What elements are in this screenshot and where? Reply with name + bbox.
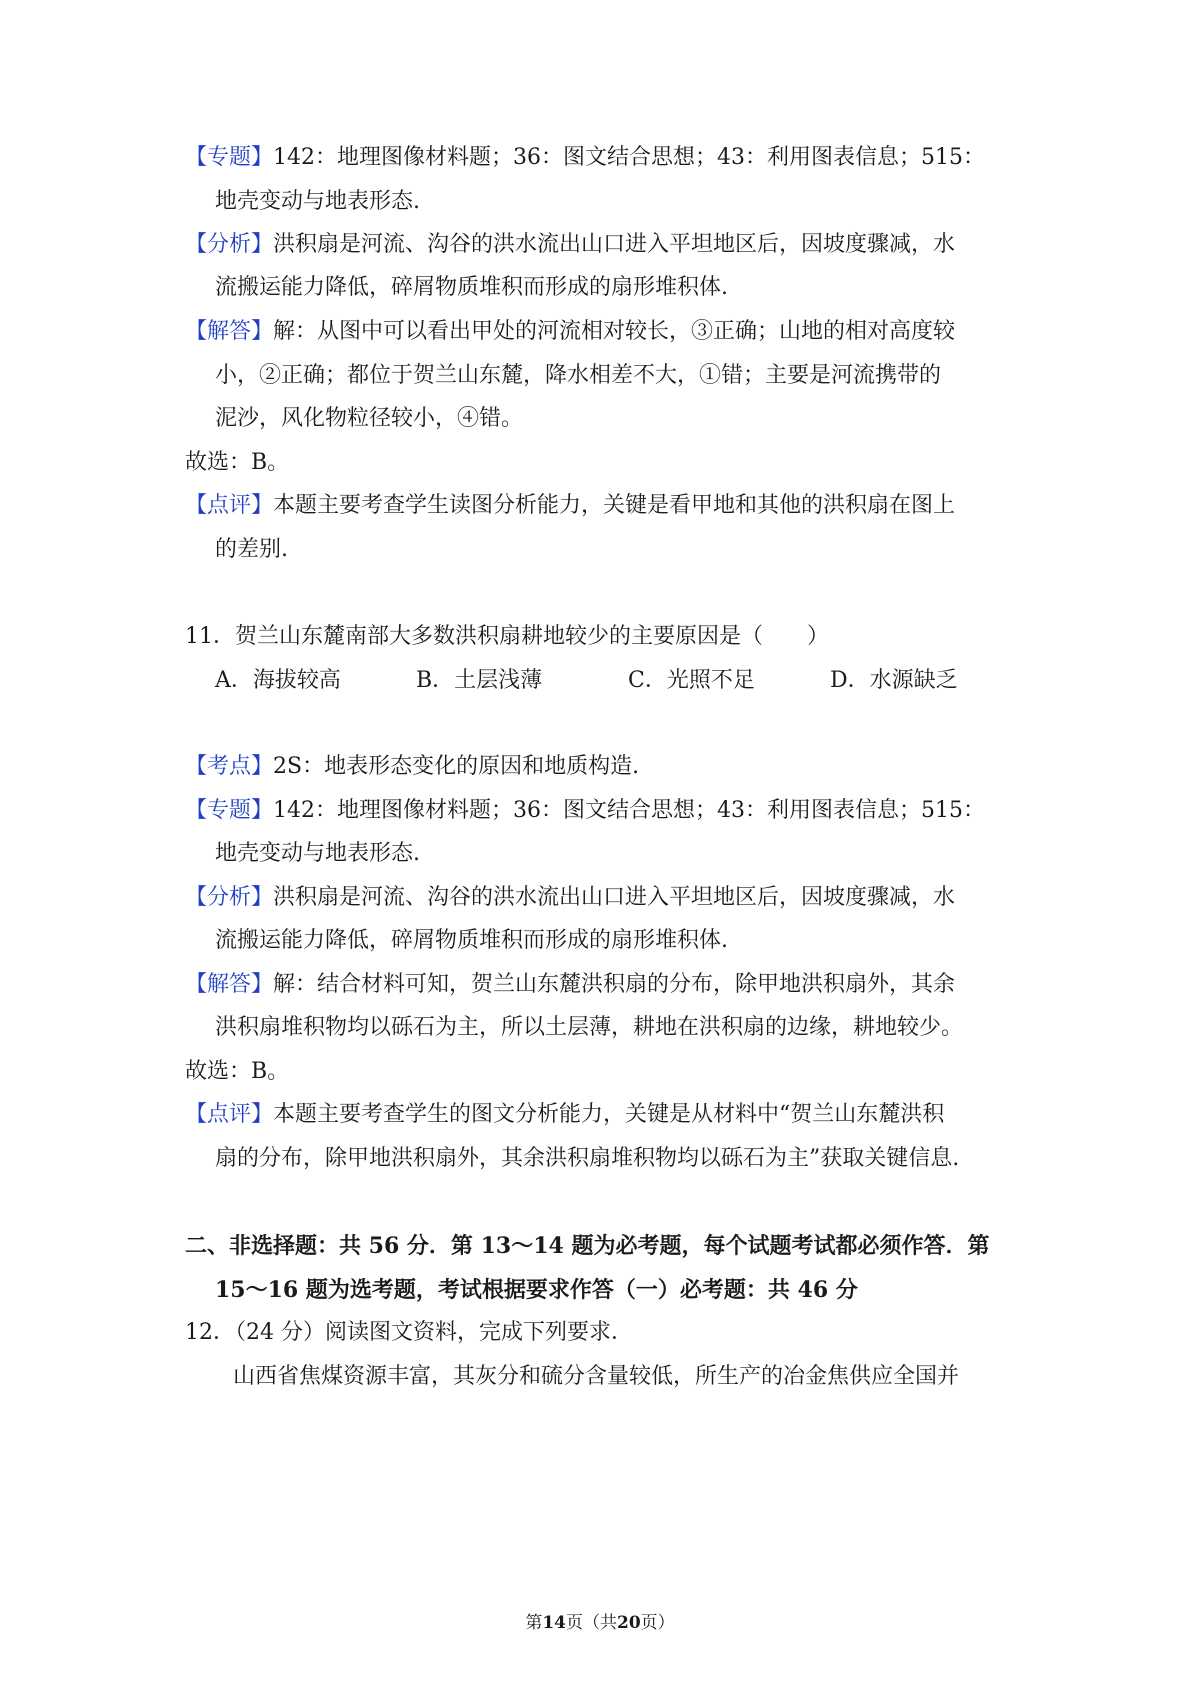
kaodian-line xyxy=(185,752,1030,782)
fenxi2-line-2: 流搬运能力降低，碎屑物质堆积而形成的扇形堆积体. xyxy=(215,928,728,953)
dianping2-tag: 【点评】 xyxy=(185,1102,274,1127)
kaodian-text: 2S：地表形态变化的原因和地质构造. xyxy=(273,754,640,779)
jieda-line-1 xyxy=(185,317,1030,347)
jieda-line-3: 泥沙，风化物粒径较小，④错。 xyxy=(215,406,524,431)
jieda-tag: 【解答】 xyxy=(185,319,274,344)
footer-prefix: 第 xyxy=(525,1613,543,1633)
zhuanti-line-2: 地壳变动与地表形态. xyxy=(215,189,420,214)
guxuan2-line: 故选：B。 xyxy=(185,1059,290,1084)
jieda2-tag: 【解答】 xyxy=(185,972,274,997)
jieda-line-2: 小，②正确；都位于贺兰山东麓，降水相差不大，①错；主要是河流携带的 xyxy=(215,363,942,388)
kaodian-tag: 【考点】 xyxy=(185,754,274,779)
page-footer xyxy=(0,1608,1200,1633)
fenxi-line-2: 流搬运能力降低，碎屑物质堆积而形成的扇形堆积体. xyxy=(215,275,728,300)
zhuanti-text: 142：地理图像材料题；36：图文结合思想；43：利用图表信息；515： xyxy=(273,145,985,170)
question-12-stem: 12．（24 分）阅读图文资料，完成下列要求． xyxy=(185,1320,633,1345)
zhuanti2-line-1 xyxy=(185,796,1030,826)
footer-total-pages: 20 xyxy=(617,1613,641,1633)
fenxi-tag: 【分析】 xyxy=(185,232,274,257)
dianping-text: 本题主要考查学生读图分析能力，关键是看甲地和其他的洪积扇在图上 xyxy=(273,493,956,518)
zhuanti-tag: 【专题】 xyxy=(185,145,274,170)
dianping2-line-1 xyxy=(185,1100,1030,1130)
option-c: C．光照不足 xyxy=(628,668,755,693)
option-a: A．海拔较高 xyxy=(215,668,341,693)
fenxi2-tag: 【分析】 xyxy=(185,885,274,910)
option-d: D．水源缺乏 xyxy=(830,668,958,693)
footer-page-number: 14 xyxy=(542,1613,566,1633)
dianping2-text: 本题主要考查学生的图文分析能力，关键是从材料中“贺兰山东麓洪积 xyxy=(273,1102,945,1127)
zhuanti2-text: 142：地理图像材料题；36：图文结合思想；43：利用图表信息；515： xyxy=(273,798,985,823)
footer-middle: 页（共 xyxy=(566,1613,617,1633)
footer-suffix: 页） xyxy=(640,1613,675,1633)
guxuan-line: 故选：B。 xyxy=(185,450,290,475)
section-2-heading-line-2: 15～16 题为选考题，考试根据要求作答（一）必考题：共 46 分 xyxy=(215,1277,858,1303)
zhuanti-line-1 xyxy=(185,143,1030,173)
jieda2-text: 解：结合材料可知，贺兰山东麓洪积扇的分布，除甲地洪积扇外，其余 xyxy=(273,972,956,997)
fenxi2-text: 洪积扇是河流、沟谷的洪水流出山口进入平坦地区后，因坡度骤减，水 xyxy=(273,885,956,910)
option-b: B．土层浅薄 xyxy=(416,668,543,693)
fenxi-text: 洪积扇是河流、沟谷的洪水流出山口进入平坦地区后，因坡度骤减，水 xyxy=(273,232,956,257)
zhuanti2-line-2: 地壳变动与地表形态. xyxy=(215,841,420,866)
dianping2-line-2: 扇的分布，除甲地洪积扇外，其余洪积扇堆积物均以砾石为主”获取关键信息. xyxy=(215,1146,960,1171)
jieda2-line-1 xyxy=(185,970,1030,1000)
fenxi-line-1 xyxy=(185,230,1030,260)
question-12-material: 山西省焦煤资源丰富，其灰分和硫分含量较低，所生产的冶金焦供应全国并 xyxy=(233,1364,960,1389)
dianping-tag: 【点评】 xyxy=(185,493,274,518)
fenxi2-line-1 xyxy=(185,883,1030,913)
question-11-stem: 11．贺兰山东麓南部大多数洪积扇耕地较少的主要原因是（ ） xyxy=(185,624,829,649)
jieda-text: 解：从图中可以看出甲处的河流相对较长，③正确；山地的相对高度较 xyxy=(273,319,956,344)
zhuanti2-tag: 【专题】 xyxy=(185,798,274,823)
jieda2-line-2: 洪积扇堆积物均以砾石为主，所以土层薄，耕地在洪积扇的边缘，耕地较少。 xyxy=(215,1015,964,1040)
dianping-line-1 xyxy=(185,491,1030,521)
dianping-line-2: 的差别. xyxy=(215,537,288,562)
section-2-heading-line-1: 二、非选择题：共 56 分．第 13～14 题为必考题，每个试题考试都必须作答．第 xyxy=(185,1233,990,1259)
